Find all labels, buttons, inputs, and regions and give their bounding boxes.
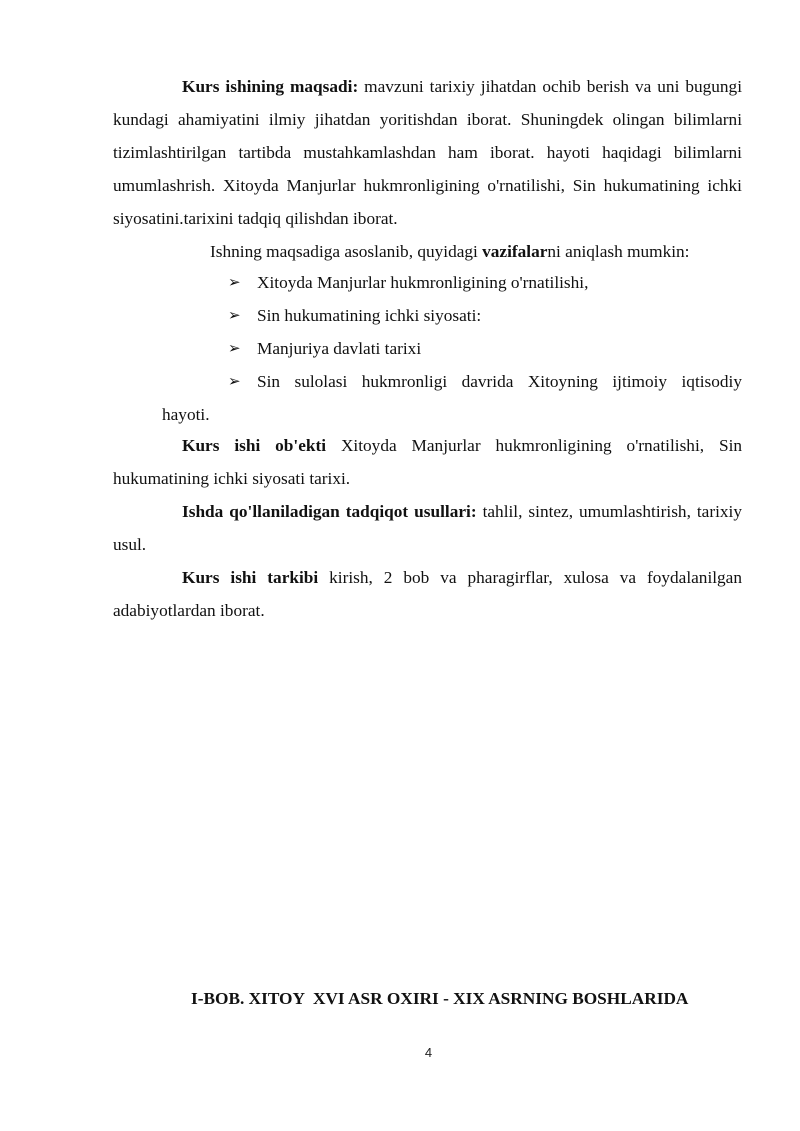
methods-text: tahlil, sintez, umumlashtirish, tarixiy usul.: [113, 502, 742, 554]
tasks-list: [162, 266, 742, 424]
object-text: Xitoyda Manjurlar hukmronligining o'rnatilishi, Sin hukumatining ichki siyosati tarixi.: [113, 436, 743, 488]
object-label: Kurs ishi ob'ekti: [182, 436, 327, 455]
arrow-bullet-icon: ➢: [228, 273, 241, 291]
chapter-heading: I-BOB. XITOY XVI ASR OXIRI - XIX ASRNING BOSHLARIDA: [191, 989, 689, 1008]
task-text: Sin sulolasi hukmronligi davrida Xitoyning ijtimoiy iqtisodiy: [257, 372, 742, 391]
methods-paragraph: [113, 495, 742, 561]
page-number: 4: [424, 1045, 433, 1060]
list-item: [228, 299, 742, 332]
tasks-intro-after: ni aniqlash mumkin:: [547, 242, 690, 261]
tasks-intro-bold: vazifalar: [482, 242, 548, 261]
structure-paragraph: [113, 561, 742, 627]
tasks-intro-before: Ishning maqsadiga asoslanib, quyidagi: [210, 242, 483, 261]
list-item: [228, 266, 742, 299]
task-text-continuation: hayoti.: [162, 405, 210, 424]
object-paragraph: [113, 429, 742, 495]
arrow-bullet-icon: ➢: [228, 372, 241, 390]
methods-label: Ishda qo'llaniladigan tadqiqot usullari:: [182, 502, 477, 521]
arrow-bullet-icon: ➢: [228, 306, 241, 324]
arrow-bullet-icon: ➢: [228, 339, 241, 357]
list-item: [228, 332, 742, 365]
purpose-label: Kurs ishining maqsadi:: [182, 77, 359, 96]
task-text: Xitoyda Manjurlar hukmronligining o'rnatilishi,: [257, 273, 589, 292]
purpose-text: mavzuni tarixiy jihatdan ochib berish va uni bugungi kundagi ahamiyatini ilmiy jihatdan yoritishdan iborat. Shuningdek olingan bilimlarni tizimlashtirilgan tartibda mustahkamlashdan ham iborat. hayoti haqidagi bilimlarni umumlashrish. Xitoyda Manjurlar hukmronligining o'rnatilishi, Sin hukumatining ichki siyosatini.tarixini tadqiq qilishdan iborat.: [113, 77, 742, 228]
task-text: Sin hukumatining ichki siyosati:: [257, 306, 482, 325]
structure-label: Kurs ishi tarkibi: [182, 568, 319, 587]
purpose-paragraph: [113, 70, 742, 235]
list-item: [162, 365, 742, 424]
tasks-intro: [210, 235, 690, 268]
task-text: Manjuriya davlati tarixi: [257, 339, 422, 358]
structure-text: kirish, 2 bob va pharagirflar, xulosa va foydalanilgan adabiyotlardan iborat.: [113, 568, 742, 620]
